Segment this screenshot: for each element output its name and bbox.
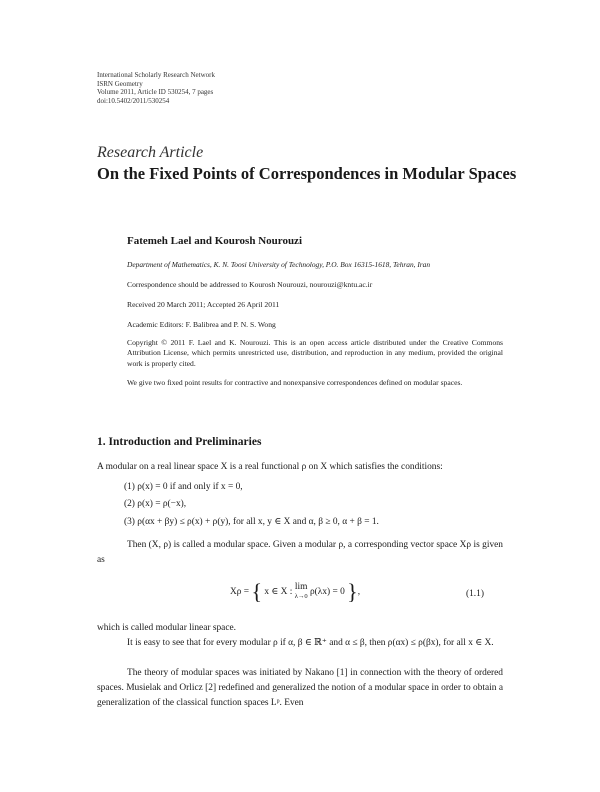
right-brace: } [347, 579, 358, 604]
condition-2: (2) ρ(x) = ρ(−x), [124, 499, 187, 509]
editors: Academic Editors: F. Balibrea and P. N. S. Wong [127, 320, 276, 329]
copyright: Copyright © 2011 F. Lael and K. Nourouzi. This is an open access article distributed under the Creative Commons Attribution License, which permits unrestricted use, distribution, and reproduction in any medium, provided the original work is properly cited. [127, 338, 503, 368]
easy-to-see-paragraph: It is easy to see that for every modular ρ if α, β ∈ ℝ⁺ and α ≤ β, then ρ(αx) ≤ ρ(βx), for all x ∈ X. [127, 638, 494, 648]
dates: Received 20 March 2011; Accepted 26 April 2011 [127, 300, 280, 309]
article-type: Research Article [97, 144, 204, 161]
abstract: We give two fixed point results for contractive and nonexpansive correspondences defined on modular spaces. [127, 378, 463, 387]
equation-set-start: x ∈ X : [264, 587, 293, 598]
intro-paragraph: A modular on a real linear space X is a real functional ρ on X which satisfies the conditions: [97, 462, 443, 472]
left-brace: { [251, 579, 262, 604]
theory-paragraph: The theory of modular spaces was initiated by Nakano [1] in connection with the theory of ordered spaces. Musielak and Orlicz [2] redefined and generalized the notion of a modular space in order to obtain a generalization of the classical function spaces Lᵖ. Even [97, 668, 503, 708]
paper-title: On the Fixed Points of Correspondences in Modular Spaces [97, 164, 517, 183]
limit-word: lim [294, 582, 308, 592]
journal-volume: Volume 2011, Article ID 530254, 7 pages [97, 88, 214, 97]
affiliation: Department of Mathematics, K. N. Toosi University of Technology, P.O. Box 16315-1618, Tehran, Iran [127, 260, 431, 269]
equation-trailing: , [357, 587, 361, 598]
equation-1-1 [230, 579, 361, 604]
section-heading: 1. Introduction and Preliminaries [97, 436, 262, 448]
authors: Fatemeh Lael and Kourosh Nourouzi [127, 235, 302, 247]
journal-header [97, 71, 215, 105]
equation-lhs: Xρ = [230, 587, 250, 598]
journal-doi: doi:10.5402/2011/530254 [97, 96, 170, 105]
condition-3: (3) ρ(αx + βy) ≤ ρ(x) + ρ(y), for all x, y ∈ X and α, β ≥ 0, α + β = 1. [124, 517, 379, 527]
journal-network: International Scholarly Research Network [97, 71, 215, 79]
correspondence: Correspondence should be addressed to Kourosh Nourouzi, nourouzi@kntu.ac.ir [127, 280, 373, 289]
modular-space-paragraph: Then (X, ρ) is called a modular space. Given a modular ρ, a corresponding vector space Xρ is given as [97, 540, 503, 565]
equation-set-end: ρ(λx) = 0 [309, 587, 345, 598]
equation-number: (1.1) [466, 589, 484, 599]
condition-1: (1) ρ(x) = 0 if and only if x = 0, [124, 482, 243, 492]
limit-subscript: λ→0 [294, 593, 308, 600]
limit-operator [295, 582, 308, 602]
after-equation-text: which is called modular linear space. [97, 623, 237, 633]
journal-name: ISRN Geometry [97, 79, 143, 88]
